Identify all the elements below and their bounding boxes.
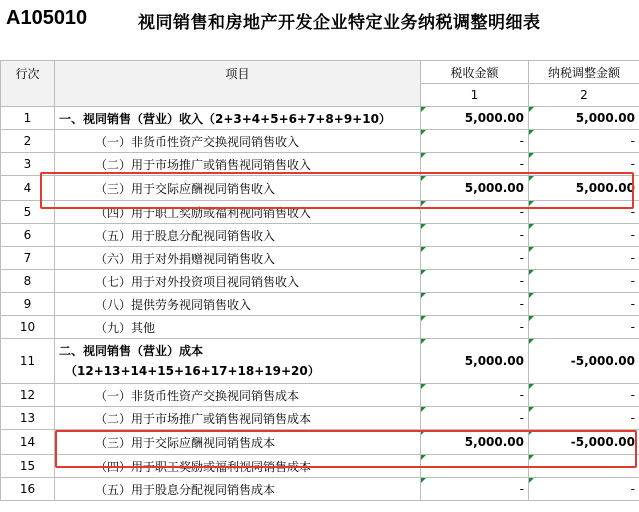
row-item[interactable]: （三）用于交际应酬视同销售收入 xyxy=(55,176,421,201)
adjust-amount-cell[interactable]: - xyxy=(529,201,639,224)
adjust-amount-cell[interactable]: - xyxy=(529,224,639,247)
tax-amount-cell[interactable]: - xyxy=(421,224,529,247)
title-bar xyxy=(0,0,639,40)
tax-amount-cell[interactable]: 5,000.00 xyxy=(421,176,529,201)
table-row xyxy=(1,384,639,407)
table-row xyxy=(1,247,639,270)
tax-amount-cell[interactable]: 5,000.00 xyxy=(421,107,529,130)
row-item[interactable]: （六）用于对外捐赠视同销售收入 xyxy=(55,247,421,270)
tax-amount-cell[interactable]: - xyxy=(421,153,529,176)
adjust-amount-header[interactable]: 纳税调整金额 xyxy=(529,61,639,84)
tax-amount-cell[interactable]: - xyxy=(421,407,529,430)
row-item[interactable]: （一）非货币性资产交换视同销售成本 xyxy=(55,384,421,407)
table-row xyxy=(1,107,639,130)
table-row xyxy=(1,153,639,176)
tax-amount-cell[interactable]: - xyxy=(421,130,529,153)
adjust-amount-cell[interactable]: - xyxy=(529,384,639,407)
row-number[interactable]: 8 xyxy=(1,270,55,293)
row-number[interactable]: 2 xyxy=(1,130,55,153)
row-number[interactable]: 13 xyxy=(1,407,55,430)
row-number[interactable]: 9 xyxy=(1,293,55,316)
tax-amount-cell[interactable]: - xyxy=(421,316,529,339)
row-number[interactable]: 15 xyxy=(1,455,55,478)
adjust-amount-cell[interactable]: 5,000.00 xyxy=(529,107,639,130)
row-item-line1: 二、视同销售（营业）成本 xyxy=(59,344,204,358)
table-row xyxy=(1,316,639,339)
table-row xyxy=(1,455,639,478)
row-number[interactable]: 16 xyxy=(1,478,55,501)
row-item[interactable]: 一、视同销售（营业）收入（2+3+4+5+6+7+8+9+10） xyxy=(55,107,421,130)
row-number[interactable]: 5 xyxy=(1,201,55,224)
table-row xyxy=(1,201,639,224)
form-code: A105010 xyxy=(6,7,88,29)
row-number[interactable]: 12 xyxy=(1,384,55,407)
tax-amount-index[interactable]: 1 xyxy=(421,84,529,107)
form-title: 视同销售和房地产开发企业特定业务纳税调整明细表 xyxy=(138,13,541,33)
row-item[interactable]: （二）用于市场推广或销售视同销售成本 xyxy=(55,407,421,430)
tax-amount-header[interactable]: 税收金额 xyxy=(421,61,529,84)
tax-amount-cell[interactable]: 5,000.00 xyxy=(421,339,529,384)
adjust-amount-index[interactable]: 2 xyxy=(529,84,639,107)
row-number[interactable]: 1 xyxy=(1,107,55,130)
adjust-amount-cell[interactable]: - xyxy=(529,247,639,270)
adjust-amount-cell[interactable]: - xyxy=(529,270,639,293)
row-number[interactable]: 10 xyxy=(1,316,55,339)
row-item[interactable]: （八）提供劳务视同销售收入 xyxy=(55,293,421,316)
row-number[interactable]: 7 xyxy=(1,247,55,270)
table-row xyxy=(1,224,639,247)
row-item[interactable]: （三）用于交际应酬视同销售成本 xyxy=(55,430,421,455)
adjust-amount-cell[interactable]: - xyxy=(529,455,639,478)
table-row xyxy=(1,130,639,153)
tax-amount-cell[interactable]: - xyxy=(421,455,529,478)
tax-amount-cell[interactable]: - xyxy=(421,201,529,224)
tax-amount-cell[interactable]: - xyxy=(421,478,529,501)
row-item[interactable]: （一）非货币性资产交换视同销售收入 xyxy=(55,130,421,153)
adjust-amount-cell[interactable]: - xyxy=(529,153,639,176)
adjust-amount-cell[interactable]: 5,000.00 xyxy=(529,176,639,201)
adjustment-table xyxy=(0,60,639,501)
adjust-amount-cell[interactable]: - xyxy=(529,293,639,316)
table-body xyxy=(1,107,639,501)
adjust-amount-cell[interactable]: -5,000.00 xyxy=(529,339,639,384)
adjust-amount-cell[interactable]: - xyxy=(529,316,639,339)
adjust-amount-cell[interactable]: - xyxy=(529,130,639,153)
table-row xyxy=(1,270,639,293)
table-row xyxy=(1,293,639,316)
tax-amount-cell[interactable]: - xyxy=(421,247,529,270)
tax-amount-cell[interactable]: 5,000.00 xyxy=(421,430,529,455)
item-header[interactable]: 项目 xyxy=(55,61,421,107)
row-number[interactable]: 14 xyxy=(1,430,55,455)
table-row xyxy=(1,430,639,455)
table-row xyxy=(1,478,639,501)
row-no-header[interactable]: 行次 xyxy=(1,61,55,107)
row-item[interactable]: （五）用于股息分配视同销售收入 xyxy=(55,224,421,247)
row-item-line2: （12+13+14+15+16+17+18+19+20） xyxy=(65,364,320,378)
adjust-amount-cell[interactable]: - xyxy=(529,478,639,501)
row-number[interactable]: 6 xyxy=(1,224,55,247)
row-item[interactable]: （二）用于市场推广或销售视同销售收入 xyxy=(55,153,421,176)
row-item[interactable] xyxy=(55,339,421,384)
adjust-amount-cell[interactable]: - xyxy=(529,407,639,430)
row-item[interactable]: （七）用于对外投资项目视同销售收入 xyxy=(55,270,421,293)
table-row xyxy=(1,407,639,430)
tax-amount-cell[interactable]: - xyxy=(421,293,529,316)
row-item[interactable]: （四）用于职工奖励或福利视同销售收入 xyxy=(55,201,421,224)
header-row xyxy=(1,61,639,84)
row-number[interactable]: 4 xyxy=(1,176,55,201)
row-number[interactable]: 3 xyxy=(1,153,55,176)
row-item[interactable]: （五）用于股息分配视同销售成本 xyxy=(55,478,421,501)
row-item[interactable]: （九）其他 xyxy=(55,316,421,339)
table-row xyxy=(1,339,639,384)
row-number[interactable]: 11 xyxy=(1,339,55,384)
table-row xyxy=(1,176,639,201)
row-item[interactable]: （四）用于职工奖励或福利视同销售成本 xyxy=(55,455,421,478)
adjust-amount-cell[interactable]: -5,000.00 xyxy=(529,430,639,455)
tax-amount-cell[interactable]: - xyxy=(421,384,529,407)
tax-amount-cell[interactable]: - xyxy=(421,270,529,293)
